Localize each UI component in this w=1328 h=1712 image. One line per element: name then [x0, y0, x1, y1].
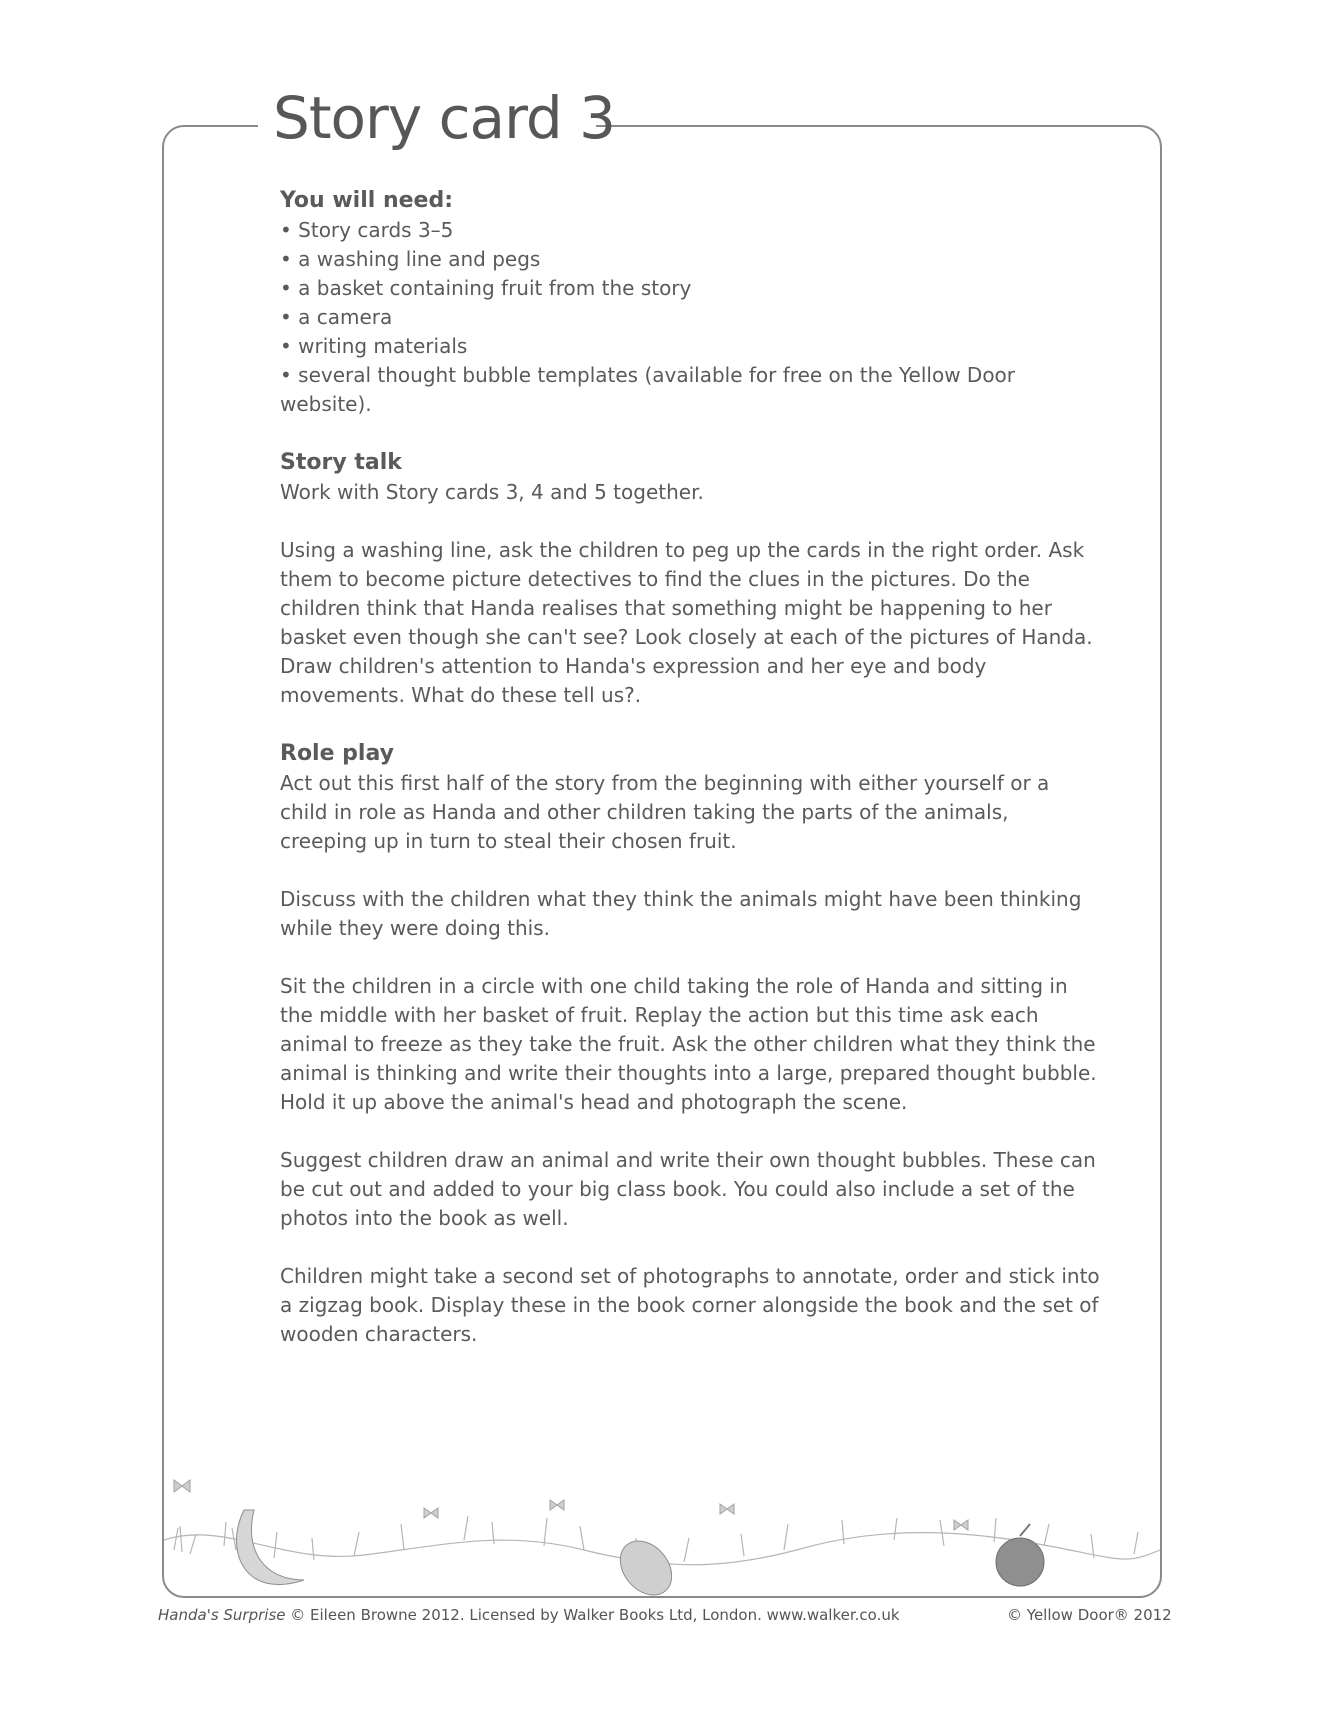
list-item: • writing materials	[280, 332, 1100, 361]
avocado-icon	[610, 1531, 682, 1596]
book-title: Handa's Surprise	[158, 1606, 286, 1624]
role-play-paragraph: Discuss with the children what they think the animals might have been thinking while they were doing this.	[280, 887, 1082, 940]
role-play-paragraph: Act out this first half of the story from the beginning with either yourself or a child in role as Handa and other children taking the parts of the animals, creeping up in turn to steal their chosen fruit.	[280, 771, 1050, 853]
materials-list	[280, 216, 1100, 419]
role-play-paragraph: Suggest children draw an animal and write their own thought bubbles. These can be cut out and added to your big class book. You could also include a set of the photos into the book as well.	[280, 1148, 1096, 1230]
story-talk-paragraph: Using a washing line, ask the children to peg up the cards in the right order. Ask them to become picture detectives to find the clues in the pictures. Do the children think that Handa realises that something might be happening to her basket even though she can't see? Look closely at each of the pictures of Handa. Draw children's attention to Handa's expression and her eye and body movements. What do these tell us?.	[280, 538, 1093, 707]
you-will-need-heading: You will need:	[280, 188, 454, 213]
page-title: Story card 3	[273, 84, 616, 152]
credit-text: © Eileen Browne 2012. Licensed by Walker Books Ltd, London. www.walker.co.uk	[285, 1606, 900, 1624]
list-item: • a washing line and pegs	[280, 245, 1100, 274]
grass-illustration	[164, 1470, 1160, 1596]
list-item: • a camera	[280, 303, 1100, 332]
list-item: • a basket containing fruit from the story	[280, 274, 1100, 303]
card-content	[280, 186, 1100, 1378]
orange-icon	[996, 1524, 1044, 1586]
role-play-paragraph: Sit the children in a circle with one child taking the role of Handa and sitting in the middle with her basket of fruit. Replay the action but this time ask each animal to freeze as they take the fruit. Ask the other children what they think the animal is thinking and write their thoughts into a large, prepared thought bubble. Hold it up above the animal's head and photograph the scene.	[280, 974, 1097, 1114]
decorative-grass-strip	[164, 1470, 1160, 1596]
footer-credit	[158, 1606, 900, 1624]
role-play-heading: Role play	[280, 741, 394, 766]
butterfly-icon	[174, 1480, 968, 1530]
list-item: • Story cards 3–5	[280, 216, 1100, 245]
story-talk-paragraph: Work with Story cards 3, 4 and 5 together.	[280, 480, 704, 504]
footer-copyright: © Yellow Door® 2012	[1007, 1606, 1172, 1624]
list-item: • several thought bubble templates (available for free on the Yellow Door website).	[280, 361, 1100, 419]
role-play-paragraph: Children might take a second set of photographs to annotate, order and stick into a zigzag book. Display these in the book corner alongside the book and the set of wooden characters.	[280, 1264, 1100, 1346]
story-talk-heading: Story talk	[280, 450, 402, 475]
